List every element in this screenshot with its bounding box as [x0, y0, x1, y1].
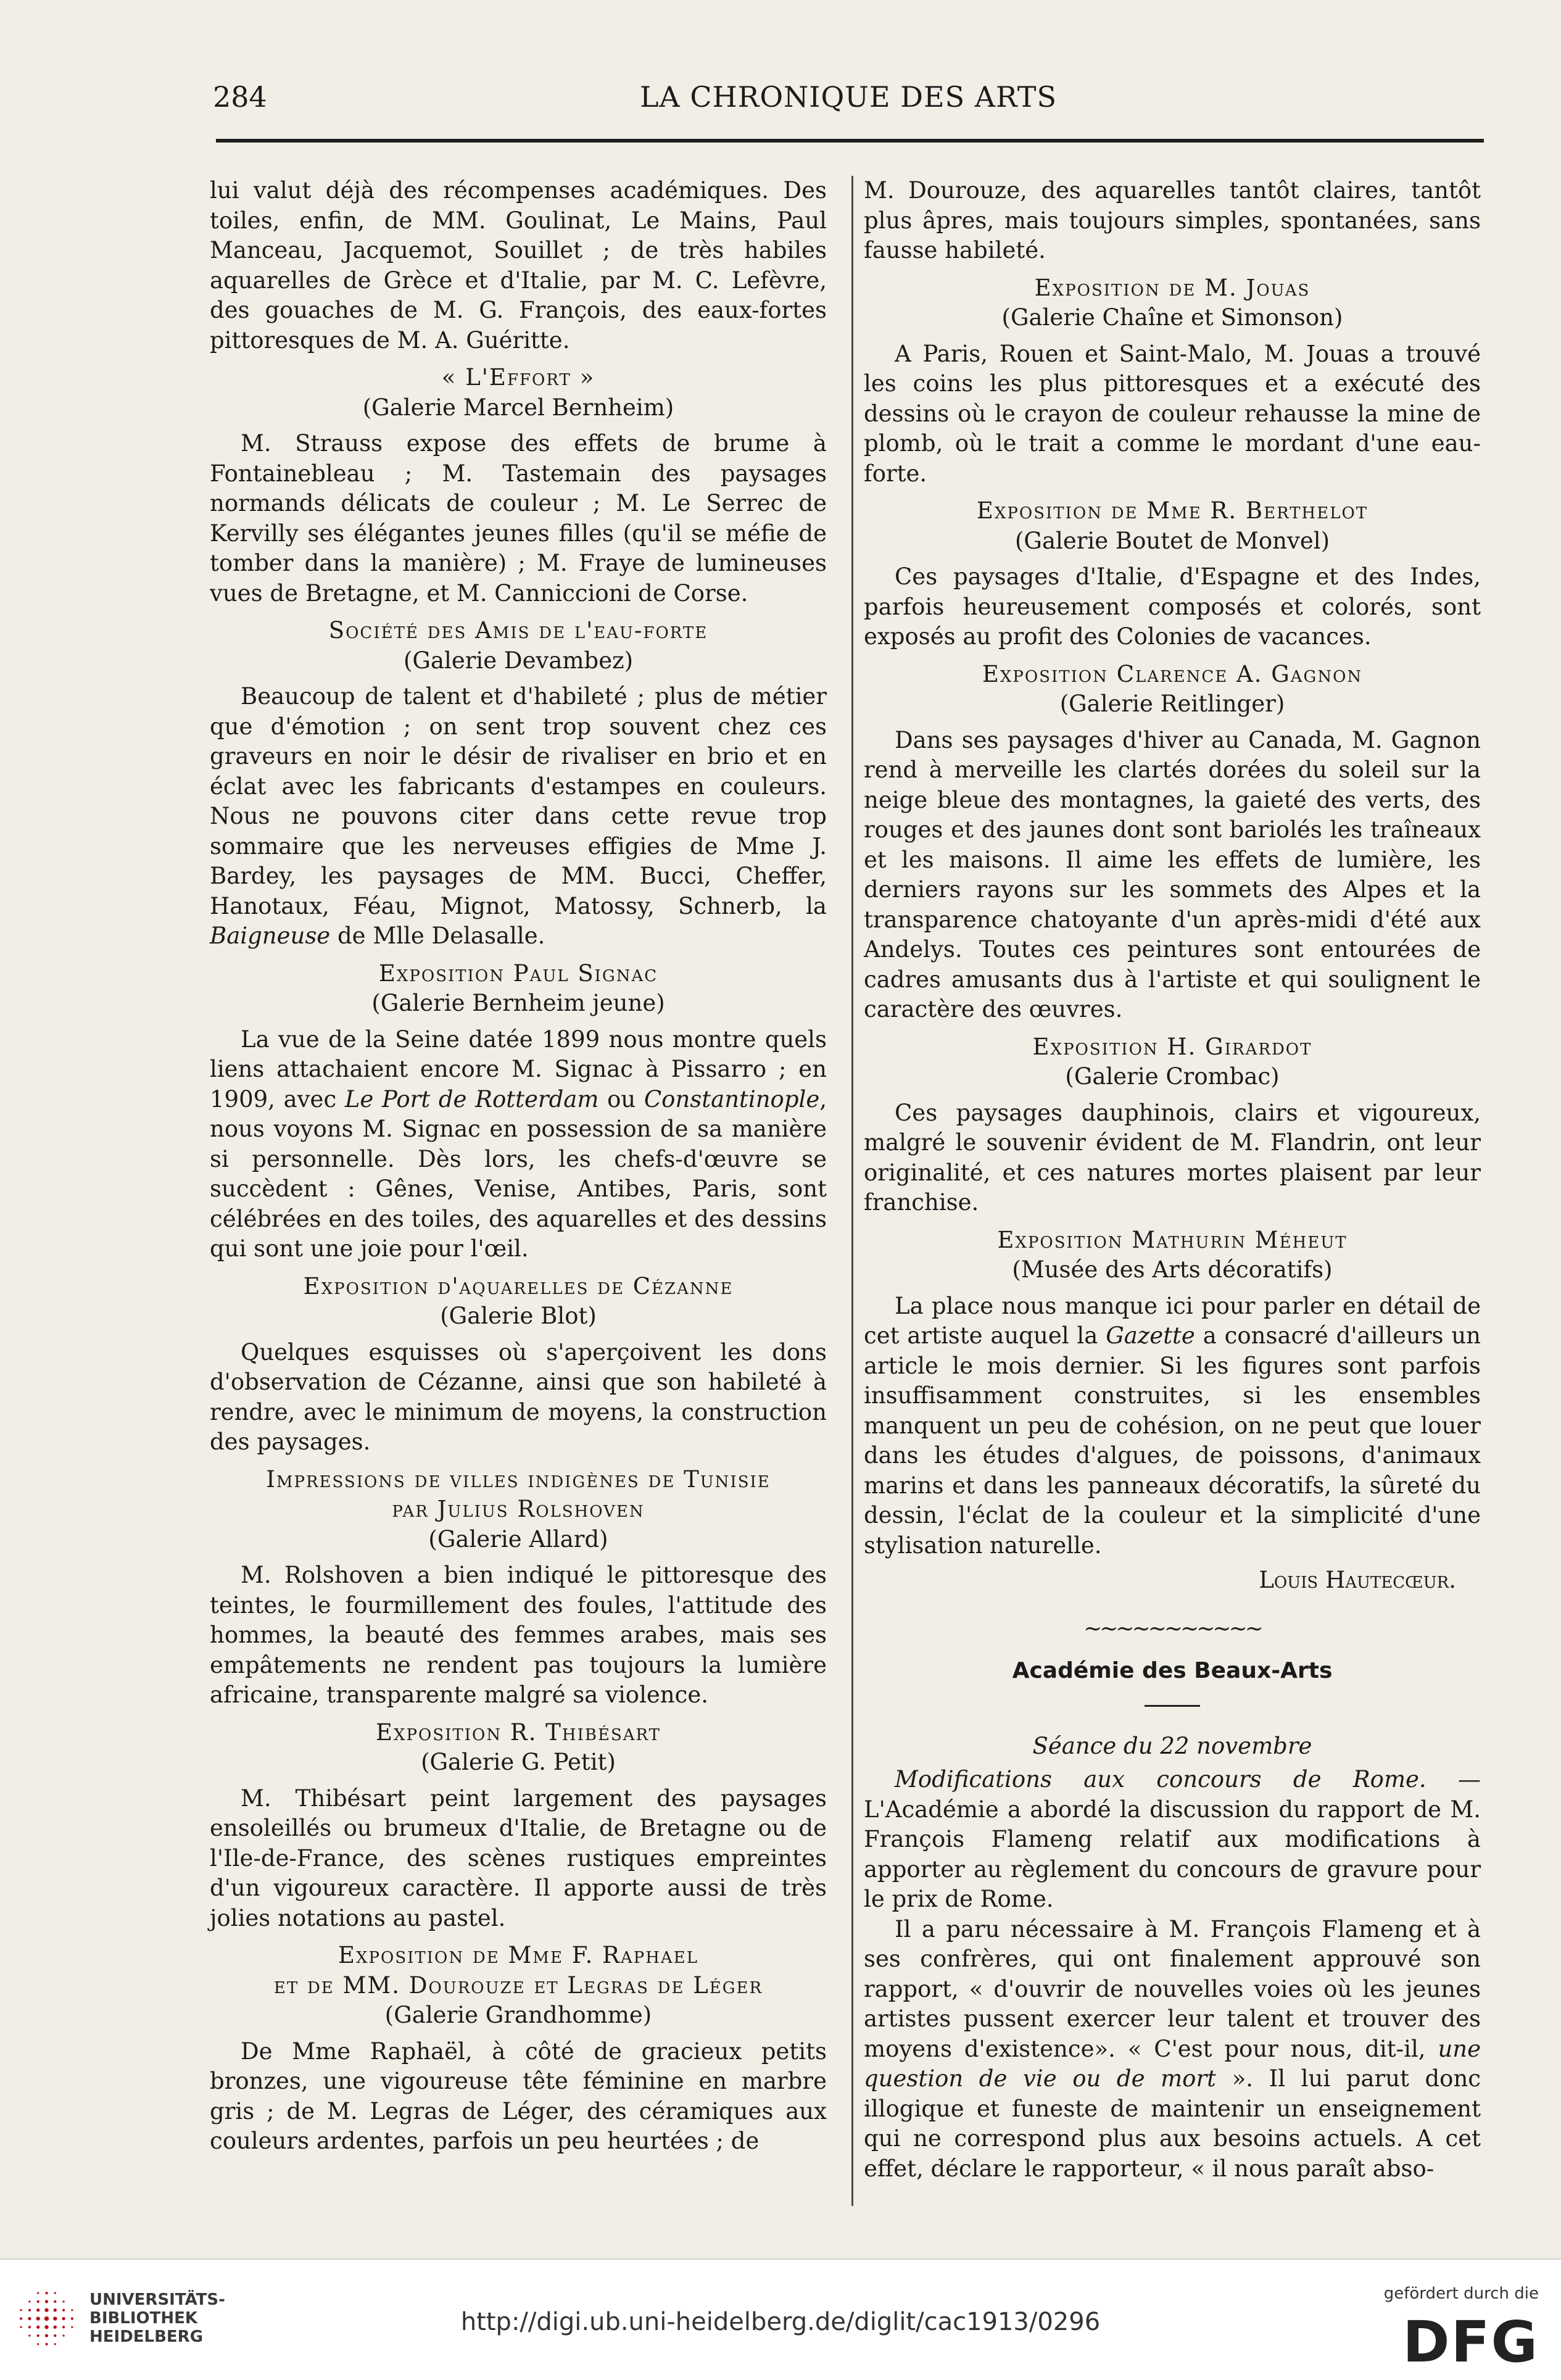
paragraph: M. Strauss expose des effets de brume à Fontainebleau ; M. Tastemain des paysages normands délicats de couleur ; M. Le Serrec de Kervilly ses élégantes jeunes filles (qu'il se méfie de tomber dans la manière) ; M. Fraye de lumineuses vues de Bretagne, et M. Canniccioni de Corse. — [210, 430, 827, 607]
logo-dot — [37, 2292, 39, 2294]
artwork-title: Baigneuse — [210, 923, 331, 949]
section-title: Exposition de Mme R. Berthelot — [976, 497, 1368, 524]
section-title: Exposition H. Girardot — [1032, 1033, 1312, 1060]
paragraph: Beaucoup de talent et d'habileté ; plus de métier que d'émotion ; on sent trop souvent chez ces graveurs en noir le désir de rivaliser en brio et en éclat avec les fabricants d'estampes en couleurs. Nous ne pouvons citer dans cette revue trop sommaire que les nerveuses effigies de Mme J. Bardey, les paysages de MM. Bucci, Cheffer, Hanotaux, Féau, Mignot, Matossy, Schnerb, la Baigneuse de Mlle Delasalle. — [210, 683, 827, 949]
section-title: « L'Effort » — [441, 364, 595, 391]
section-heading — [210, 1465, 827, 1555]
section-heading-academie: Académie des Beaux-Arts — [1012, 1658, 1333, 1683]
section-subtitle: et de MM. Dourouze et Legras de Léger — [273, 1972, 763, 1999]
section-title: Exposition Mathurin Méheut — [997, 1226, 1348, 1253]
paragraph: Il a paru nécessaire à M. François Flameng et à ses confrères, qui ont finalement approuvé son rapport, « d'ouvrir de nouvelles voies où les jeunes artistes pussent exercer leur talent et trouver des moyens d'existence». « C'est pour nous, dit-il, une question de vie ou de mort ». Il lui parut donc illogique et funeste de maintenir un enseignement qui ne correspond plus aux besoins actuels. A cet effet, déclare le rapporteur, « il nous paraît abso- — [864, 1915, 1481, 2182]
logo-dot — [54, 2343, 56, 2345]
logo-dot — [45, 2343, 48, 2345]
quote-emphasis: une question de vie ou de mort — [864, 2035, 1481, 2092]
right-column — [864, 176, 1481, 2184]
permalink-url[interactable]: http://digi.ub.uni-heidelberg.de/diglit/cac1913/0296 — [460, 2308, 1101, 2336]
section-heading — [210, 616, 827, 676]
logo-dot — [54, 2300, 56, 2303]
gallery-name: (Galerie Boutet de Monvel) — [1014, 527, 1330, 554]
gallery-name: (Galerie Reitlinger) — [1059, 690, 1285, 717]
section-heading — [864, 1225, 1481, 1285]
section-title: Exposition Clarence A. Gagnon — [982, 660, 1363, 687]
subsection-title: Modifications aux concours de Rome. — [895, 1766, 1426, 1793]
section-title: Société des Amis de l'eau-forte — [328, 617, 708, 644]
gallery-name: (Galerie Chaîne et Simonson) — [1001, 304, 1343, 331]
gallery-name: (Galerie Blot) — [440, 1303, 597, 1329]
logo-dot — [37, 2343, 39, 2345]
artwork-title: Constantinople — [644, 1085, 820, 1113]
paragraph: Quelques esquisses où s'aperçoivent les dons d'observation de Cézanne, ainsi que son habileté à rendre, avec le minimum de moyens, la construction des paysages. — [210, 1338, 827, 1455]
paragraph: De Mme Raphaël, à côté de gracieux petits bronzes, une vigoureuse tête féminine en marbre gris ; de M. Legras de Léger, des céramiques aux couleurs ardentes, parfois un peu heurtées ; de — [210, 2038, 827, 2154]
gallery-name: (Musée des Arts décoratifs) — [1012, 1256, 1333, 1283]
section-heading — [210, 363, 827, 423]
section-heading — [864, 1032, 1481, 1092]
page-number: 284 — [213, 80, 267, 114]
digitization-footer — [0, 2258, 1561, 2380]
left-column — [210, 176, 827, 2157]
column-divider — [851, 176, 853, 2206]
section-title: Exposition Paul Signac — [378, 960, 658, 987]
section-heading — [210, 1941, 827, 2031]
section-title: Exposition R. Thibésart — [376, 1719, 661, 1746]
logo-dot — [45, 2292, 48, 2294]
ornament-divider: ~~~~~~~~~~~ — [1083, 1615, 1261, 1641]
paragraph: La vue de la Seine datée 1899 nous montre quels liens attachaient encore M. Signac à Pissarro ; en 1909, avec Le Port de Rotterdam ou Constantinople, nous voyons M. Signac en possession de sa manière si personnelle. Dès lors, les chefs-d'œuvre se succèdent : Gênes, Venise, Antibes, Paris, sont célébrées en des toiles, des aquarelles et des dessins qui sont une joie pour l'œil. — [210, 1026, 827, 1262]
gallery-name: (Galerie Crombac) — [1065, 1063, 1280, 1090]
logo-dot — [62, 2300, 64, 2302]
paragraph: M. Rolshoven a bien indiqué le pittoresque des teintes, le fourmillement des foules, l'attitude des hommes, la beauté des femmes arabes, mais ses empâtements ne rendent pas toujours la lumière africaine, transparente malgré sa violence. — [210, 1562, 827, 1708]
section-heading — [210, 959, 827, 1019]
institution-name: UNIVERSITÄTS- BIBLIOTHEK HEIDELBERG — [89, 2291, 225, 2346]
paragraph: Modifications aux concours de Rome. — L'Académie a abordé la discussion du rapport de M. François Flameng relatif aux modifications à apporter au règlement du concours de gravure pour le prix de Rome. — [864, 1766, 1481, 1912]
gallery-name: (Galerie Marcel Bernheim) — [362, 394, 674, 421]
logo-dot — [45, 2300, 48, 2303]
journal-title: LA CHRONIQUE DES ARTS — [640, 80, 1057, 114]
logo-dot — [54, 2292, 56, 2294]
paragraph: lui valut déjà des récompenses académiques. Des toiles, enfin, de MM. Goulinat, Le Mains, Paul Manceau, Jacquemot, Souillet ; de très habiles aquarelles de Grèce et d'Italie, par M. C. Lefèvre, des gouaches de M. G. François, des eaux-fortes pittoresques de M. A. Guéritte. — [210, 177, 827, 354]
logo-dot — [28, 2300, 30, 2302]
journal-name: Gazette — [1106, 1322, 1195, 1349]
section-heading — [864, 273, 1481, 333]
section-title: Exposition de Mme F. Raphael — [338, 1942, 698, 1968]
session-date: Séance du 22 novembre — [1032, 1732, 1312, 1759]
dfg-logo: DFG — [1402, 2309, 1539, 2375]
paragraph: Ces paysages d'Italie, d'Espagne et des Indes, parfois heureusement composés et colorés, sont exposés au profit des Colonies de vacances. — [864, 563, 1481, 650]
author-signature: Louis Hautecœur. — [1259, 1567, 1456, 1593]
gallery-name: (Galerie Bernheim jeune) — [371, 990, 665, 1016]
section-heading — [210, 1718, 827, 1778]
funding-note: gefördert durch die — [1383, 2284, 1539, 2303]
section-subtitle: par Julius Rolshoven — [392, 1496, 645, 1522]
section-heading — [864, 496, 1481, 556]
section-title: Impressions de villes indigènes de Tunisie — [266, 1466, 771, 1493]
paragraph: La place nous manque ici pour parler en détail de cet artiste auquel la Gazette a consacré d'ailleurs un article le mois dernier. Si les figures sont parfois insuffisamment construites, si les ensembles manquent un peu de cohésion, on ne peut que louer dans les études d'algues, de poissons, d'animaux marins et dans les panneaux décoratifs, la sûreté du dessin, l'éclat de la couleur et la simplicité d'une stylisation naturelle. — [864, 1292, 1481, 1559]
paragraph: M. Dourouze, des aquarelles tantôt claires, tantôt plus âpres, mais toujours simples, spontanées, sans fausse habileté. — [864, 177, 1481, 263]
gallery-name: (Galerie Devambez) — [403, 647, 634, 674]
artwork-title: Le Port de Rotterdam — [344, 1085, 599, 1113]
paragraph: M. Thibésart peint largement des paysages ensoleillés ou brumeux d'Italie, de Bretagne ou de l'Ile-de-France, des scènes rustiques empreintes d'un vigoureux caractère. Il apporte aussi de très jolies notations au pastel. — [210, 1785, 827, 1931]
section-title: Exposition d'aquarelles de Cézanne — [303, 1272, 734, 1300]
page-header — [213, 80, 1484, 130]
section-heading — [864, 660, 1481, 719]
gallery-name: (Galerie G. Petit) — [421, 1749, 616, 1775]
paragraph: Dans ses paysages d'hiver au Canada, M. Gagnon rend à merveille les clartés dorées du soleil sur la neige bleue des montagnes, la gaieté des verts, des rouges et des jaunes dont sont bariolés les traîneaux et les maisons. Il aime les effets de lumière, les derniers rayons sur les sommets des Alpes et la transparence chatoyante d'un après-midi d'été aux Andelys. Toutes ces peintures sont entourées de cadres amusants dus à l'artiste et qui soulignent le caractère des œuvres. — [864, 726, 1481, 1022]
gallery-name: (Galerie Grandhomme) — [384, 2002, 652, 2028]
section-heading — [210, 1272, 827, 1332]
gallery-name: (Galerie Allard) — [428, 1525, 608, 1553]
short-rule — [1145, 1705, 1200, 1707]
section-title: Exposition de M. Jouas — [1034, 274, 1310, 301]
logo-dot — [37, 2300, 39, 2303]
paragraph: A Paris, Rouen et Saint-Malo, M. Jouas a trouvé les coins les plus pittoresques et a exécuté des dessins où le crayon de couleur rehausse la mine de plomb, où le trait a comme le mordant d'une eau-forte. — [864, 340, 1481, 487]
paragraph: Ces paysages dauphinois, clairs et vigoureux, malgré le souvenir évident de M. Flandrin, ont leur originalité, et ces natures mortes plaisent par leur franchise. — [864, 1099, 1481, 1216]
header-rule — [216, 139, 1484, 143]
